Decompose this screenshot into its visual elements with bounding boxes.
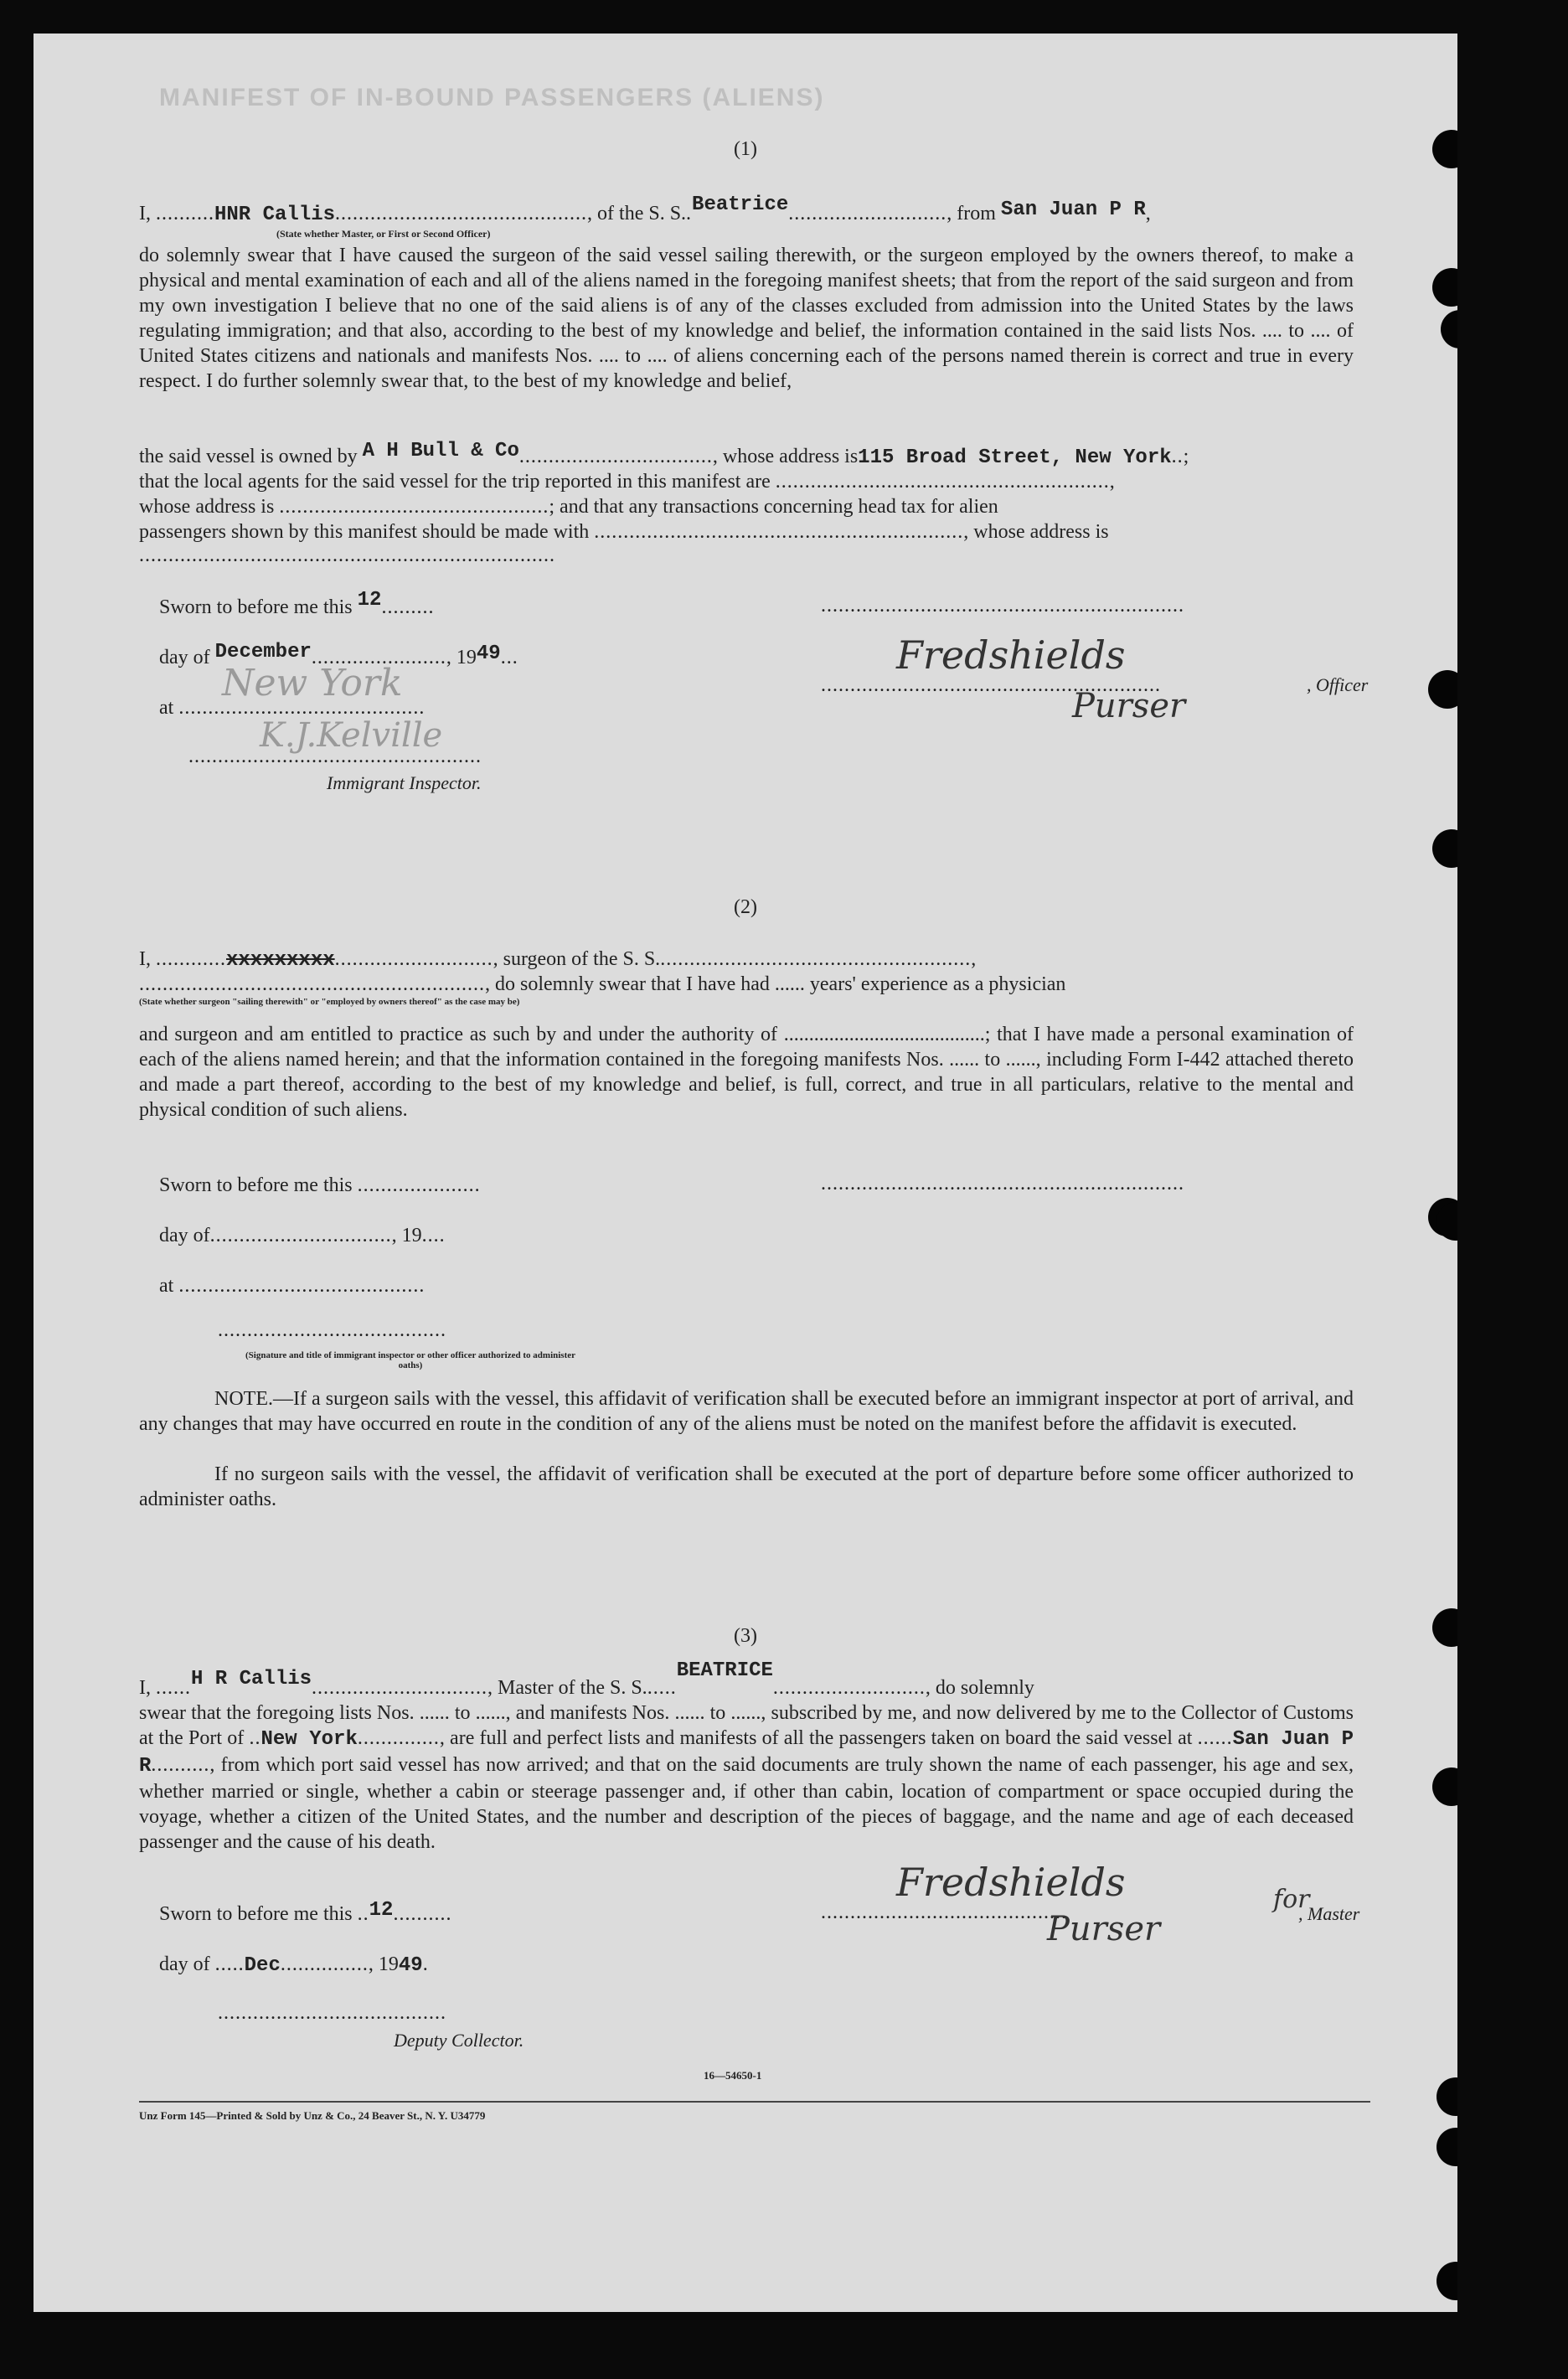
punch-hole [1436,2262,1457,2300]
s1-owner-line: the said vessel is owned by A H Bull & Co................................., whose address is115 Broad Street, New York..; [139,440,1189,469]
s2-swear-line: ..........................................................., do solemnly swear that I have had ...... years' experience as a physician [139,973,1066,995]
s2-note-1: NOTE.—If a surgeon sails with the vessel, this affidavit of verification shall be executed before an immigrant inspector at port of arrival, and any changes that may have occurred en route in the condition of any of the aliens must be noted on the manifest before the affidavit is executed. [139,1388,1354,1435]
section-3-number: (3) [734,1625,757,1647]
collector-signature-line: ....................................... [218,2002,446,2024]
s1-sworn-line: Sworn to before me this 12......... [159,589,435,618]
punch-hole [1436,2077,1457,2116]
officer-name: HNR Callis [214,204,336,226]
from-port: San Juan P R [1000,199,1146,221]
bleed-through-header: MANIFEST OF IN-BOUND PASSENGERS (ALIENS) [159,84,825,111]
s1-officer-line: I, ..........HNR Callis..........................................., of the S. S..Beatrice..........................., from San Juan P R, [139,194,1151,226]
officer-signature: Fredshields [896,632,1126,678]
s2-oath-body: and surgeon and am entitled to practice as such by and under the authority of ........................................; that I have made a personal examination of each of the aliens named herein; and that the information contained in the foregoing manifests Nos. ...... to ......, including Form I-442 attached thereto and made a part thereof, according to the best of my knowledge and belief, is full, correct, and true in all particulars, relative to the mental and physical condition of such aliens. [139,1024,1354,1121]
s1-agents-line: that the local agents for the said vessel for the trip reported in this manifest are ........................................................., [139,471,1115,493]
s3-vessel-name: BEATRICE [676,1659,773,1682]
s3-master-line: I, ......H R Callis.............................., Master of the S. S......BEATRICE.........................., do solemnly [139,1659,1034,1699]
officer-role: , Officer [1307,674,1369,695]
section-2-number: (2) [734,896,757,918]
master-name: H R Callis [191,1668,312,1690]
punch-hole [1432,1767,1457,1806]
s3-sworn-year: 49 [398,1954,423,1977]
officer-signature-line: .......................................................... [821,674,1161,696]
sworn-year: 49 [476,642,501,665]
officer-signature-line-top: .............................................................. [821,595,1184,617]
sworn-month: December [214,641,312,663]
master-signature-title: Purser [1047,1910,1161,1948]
s2-day-line: day of..............................., 19.... [159,1225,446,1246]
inspector-signature: K.J.Kelville [260,716,443,755]
punch-hole [1432,829,1457,868]
surgeon-name-struck: xxxxxxxxx [226,949,335,972]
s2-surgeon-line: I, ............xxxxxxxxx..........................., surgeon of the S. S......................................................, [139,948,977,972]
s2-note-2: If no surgeon sails with the vessel, the affidavit of verification shall be executed at the port of departure before some officer authorized to administer oaths. [139,1463,1354,1510]
s2-inspector-line: ....................................... [218,1319,446,1341]
footer-rule [139,2101,1370,2103]
punch-hole [1432,1608,1457,1647]
arrival-port: New York [260,1728,358,1751]
s2-at-line: at .......................................... [159,1275,426,1297]
form-number: 16—54650-1 [704,2069,762,2082]
s1-passengers-line: passengers shown by this manifest should be made with ..............................................................., whose address is [139,521,1109,543]
s1-at-line: at .......................................... [159,697,426,719]
master-signature-line: .......................................... [821,1902,1067,1923]
s3-oath-body: swear that the foregoing lists Nos. ...... to ......, and manifests Nos. ...... to ......, subscribed by me, and now delivered by me to the Collector of Customs at the Port of ..New York.............., are full and perfect lists and manifests of all the passengers taken on board the said vessel at ......San Juan P R.........., from which port said vessel has now arrived; and that on the said documents are truly shown the name of each passenger, his age and sex, whether married or single, whether a cabin or steerage passenger and, if other than cabin, location of compartment or space occupied during the voyage, whether a citizen of the United States, and the number and description of the pieces of baggage, and the name and age of each deceased passenger and the cause of his death. [139,1702,1354,1853]
officer-signature-title: Purser [1072,687,1186,725]
s2-signature-note: (Signature and title of immigrant inspector or other officer authorized to administer oaths) [245,1350,576,1370]
master-signature-for: for [1273,1885,1310,1914]
s2-sworn-line: Sworn to before me this ..................... [159,1174,481,1196]
punch-hole [1428,670,1457,709]
at-place-handwritten: New York [222,662,403,704]
printer-footer: Unz Form 145—Printed & Sold by Unz & Co., 24 Beaver St., N. Y. U34779 [139,2109,486,2122]
s1-blank-line: ....................................................................... [139,544,555,566]
section-1-number: (1) [734,138,757,160]
punch-hole [1432,130,1457,168]
manifest-page [34,34,1457,2312]
s3-sworn-line: Sworn to before me this ..12.......... [159,1899,452,1925]
master-role: , Master [1298,1903,1360,1924]
s3-sworn-day: 12 [369,1899,394,1922]
collector-role: Deputy Collector. [394,2030,524,2051]
punch-hole [1441,310,1457,348]
owner-address: 115 Broad Street, New York [858,446,1172,469]
surgeon-note: (State whether surgeon "sailing therewith" or "employed by owners thereof" as the case may be) [139,997,520,1007]
s3-day-line: day of .....Dec..............., 1949. [159,1953,429,1977]
master-signature: Fredshields [896,1860,1126,1905]
officer-note: (State whether Master, or First or Second Officer) [276,228,491,240]
s2-signature-line: .............................................................. [821,1173,1184,1195]
vessel-name: Beatrice [692,194,789,216]
inspector-signature-line: .................................................. [188,746,482,767]
punch-hole [1436,2128,1457,2166]
s1-day-line: day of December......................., 1949... [159,641,518,668]
inspector-role: Immigrant Inspector. [327,772,482,793]
s3-sworn-month: Dec [244,1954,281,1977]
s1-oath-body: do solemnly swear that I have caused the surgeon of the said vessel sailing therewith, or the surgeon employed by the owners thereof, to make a physical and mental examination of each and all of the aliens named in the foregoing manifest sheets; that from the report of the said surgeon and from my own investigation I believe that no one of the said aliens is of any of the classes excluded from admission into the United States by the laws regulating immigration; and that also, according to the best of my knowledge and belief, the information contained in the said lists Nos. .... to .... of United States citizens and nationals and manifests Nos. .... to .... of aliens concerning each of the persons named therein is correct and true in every respect. I do further solemnly swear that, to the best of my knowledge and belief, [139,245,1354,392]
owner-name: A H Bull & Co [362,440,519,462]
s1-headtax-line: whose address is ..............................................; and that any transactions concerning head tax for alien [139,496,998,518]
sworn-day: 12 [357,589,382,612]
departure-port: San Juan P R [139,1728,1354,1778]
punch-hole [1432,268,1457,307]
